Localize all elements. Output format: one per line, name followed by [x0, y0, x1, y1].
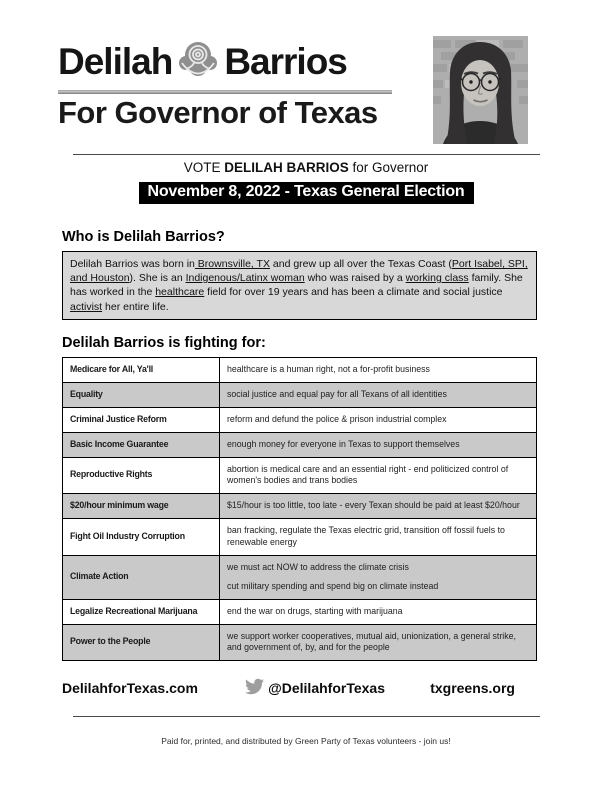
- candidate-photo: [433, 36, 528, 144]
- banner-row: [0, 182, 612, 204]
- policy-table: [62, 357, 537, 661]
- table-row: [63, 358, 537, 383]
- logo-last-name: Barrios: [224, 40, 347, 82]
- logo-tagline: For Governor of Texas: [58, 95, 378, 130]
- policy-description: [220, 494, 537, 519]
- policy-name: Equality: [63, 382, 220, 407]
- policy-description: [220, 382, 537, 407]
- policy-name: Criminal Justice Reform: [63, 407, 220, 432]
- policy-name: Power to the People: [63, 624, 220, 661]
- disclaimer-text: Paid for, printed, and distributed by Green Party of Texas volunteers - join us!: [161, 736, 451, 746]
- policy-description-line: ban fracking, regulate the Texas electric grid, transition off fossil fuels to renewable energy: [227, 525, 505, 547]
- divider-line-top: [73, 154, 540, 155]
- policy-description-line: enough money for everyone in Texas to support themselves: [227, 438, 460, 449]
- policy-name: Reproductive Rights: [63, 457, 220, 494]
- policy-name: $20/hour minimum wage: [63, 494, 220, 519]
- logo-first-name: Delilah: [58, 40, 173, 82]
- table-row: [63, 407, 537, 432]
- campaign-logo: [58, 36, 392, 128]
- policy-description: [220, 407, 537, 432]
- table-row: [63, 519, 537, 556]
- table-row: [63, 624, 537, 661]
- policy-description-line: we support worker cooperatives, mutual aid, unionization, a general strike, and government of, by, and for the people: [227, 630, 516, 653]
- twitter-handle[interactable]: @DelilahforTexas: [268, 680, 385, 696]
- bio-link[interactable]: Indigenous/Latinx woman: [185, 272, 305, 285]
- logo-name-line: [58, 36, 392, 86]
- policy-description-line: abortion is medical care and an essential right - end politicized control of women's bodies and trans bodies: [227, 463, 509, 486]
- bio-text-segment: field for over 19 years and has been a climate and social justice: [204, 286, 503, 299]
- bio-text-segment: family. She has worked in the: [70, 272, 523, 299]
- logo-divider-bar: [58, 90, 392, 94]
- bio-text: [70, 257, 529, 314]
- bio-link[interactable]: Port Isabel, SPI, and Houston: [70, 258, 528, 285]
- policy-name: Medicare for All, Ya'll: [63, 358, 220, 383]
- policy-description-line: reform and defund the police & prison industrial complex: [227, 413, 447, 424]
- vote-suffix: for Governor: [348, 160, 429, 175]
- fighting-section-heading: Delilah Barrios is fighting for:: [62, 335, 266, 351]
- policy-name: Basic Income Guarantee: [63, 432, 220, 457]
- fighting-section: [62, 335, 538, 661]
- policy-description: [220, 519, 537, 556]
- policy-description: [220, 624, 537, 661]
- divider-line-bottom: [73, 716, 540, 717]
- policy-description: [220, 432, 537, 457]
- policy-description-line: end the war on drugs, starting with marijuana: [227, 605, 403, 616]
- bio-text-segment: her entire life.: [102, 300, 169, 313]
- policy-name: Legalize Recreational Marijuana: [63, 599, 220, 624]
- bio-link[interactable]: healthcare: [155, 286, 205, 299]
- who-section-heading: Who is Delilah Barrios?: [62, 229, 225, 245]
- policy-name: Climate Action: [63, 555, 220, 599]
- vote-prefix: VOTE: [183, 160, 225, 175]
- table-row: [63, 457, 537, 494]
- vote-call: [0, 160, 612, 175]
- policy-name: Fight Oil Industry Corruption: [63, 519, 220, 556]
- bio-link[interactable]: Brownsville, TX: [194, 258, 270, 270]
- bio-link[interactable]: working class: [405, 272, 469, 285]
- policy-description-line: social justice and equal pay for all Texans of all identities: [227, 388, 447, 399]
- website-link[interactable]: DelilahforTexas.com: [62, 680, 198, 696]
- table-row: [63, 494, 537, 519]
- party-site-link[interactable]: txgreens.org: [430, 680, 515, 696]
- who-section: [62, 229, 537, 320]
- policy-description-line: we must act NOW to address the climate crisis: [227, 561, 409, 572]
- bio-text-segment: and grew up all over the Texas Coast (: [269, 258, 452, 270]
- vote-candidate-name: DELILAH BARRIOS: [224, 160, 349, 175]
- bio-box: [62, 251, 537, 320]
- election-date-banner: November 8, 2022 - Texas General Election: [139, 182, 474, 204]
- policy-description-line: $15/hour is too little, too late - every Texan should be paid at least $20/hour: [227, 500, 520, 511]
- bio-text-segment: Delilah Barrios was born in: [70, 258, 195, 270]
- policy-description: [220, 599, 537, 624]
- policy-description-line: cut military spending and spend big on climate instead: [227, 580, 439, 591]
- bio-link[interactable]: activist: [70, 300, 103, 313]
- policy-description: [220, 457, 537, 494]
- bio-text-segment: who was raised by a: [304, 272, 406, 285]
- bio-text-segment: ). She is an: [129, 272, 186, 285]
- table-row: [63, 599, 537, 624]
- twitter-bird-icon: [243, 677, 266, 699]
- policy-description-line: healthcare is a human right, not a for-profit business: [227, 364, 430, 374]
- footer-links: [62, 677, 515, 699]
- twitter-group[interactable]: [243, 677, 385, 699]
- policy-description: [220, 555, 537, 599]
- policy-description: [220, 358, 537, 383]
- table-row: [63, 382, 537, 407]
- table-row: [63, 555, 537, 599]
- rose-icon: [176, 36, 220, 86]
- table-row: [63, 432, 537, 457]
